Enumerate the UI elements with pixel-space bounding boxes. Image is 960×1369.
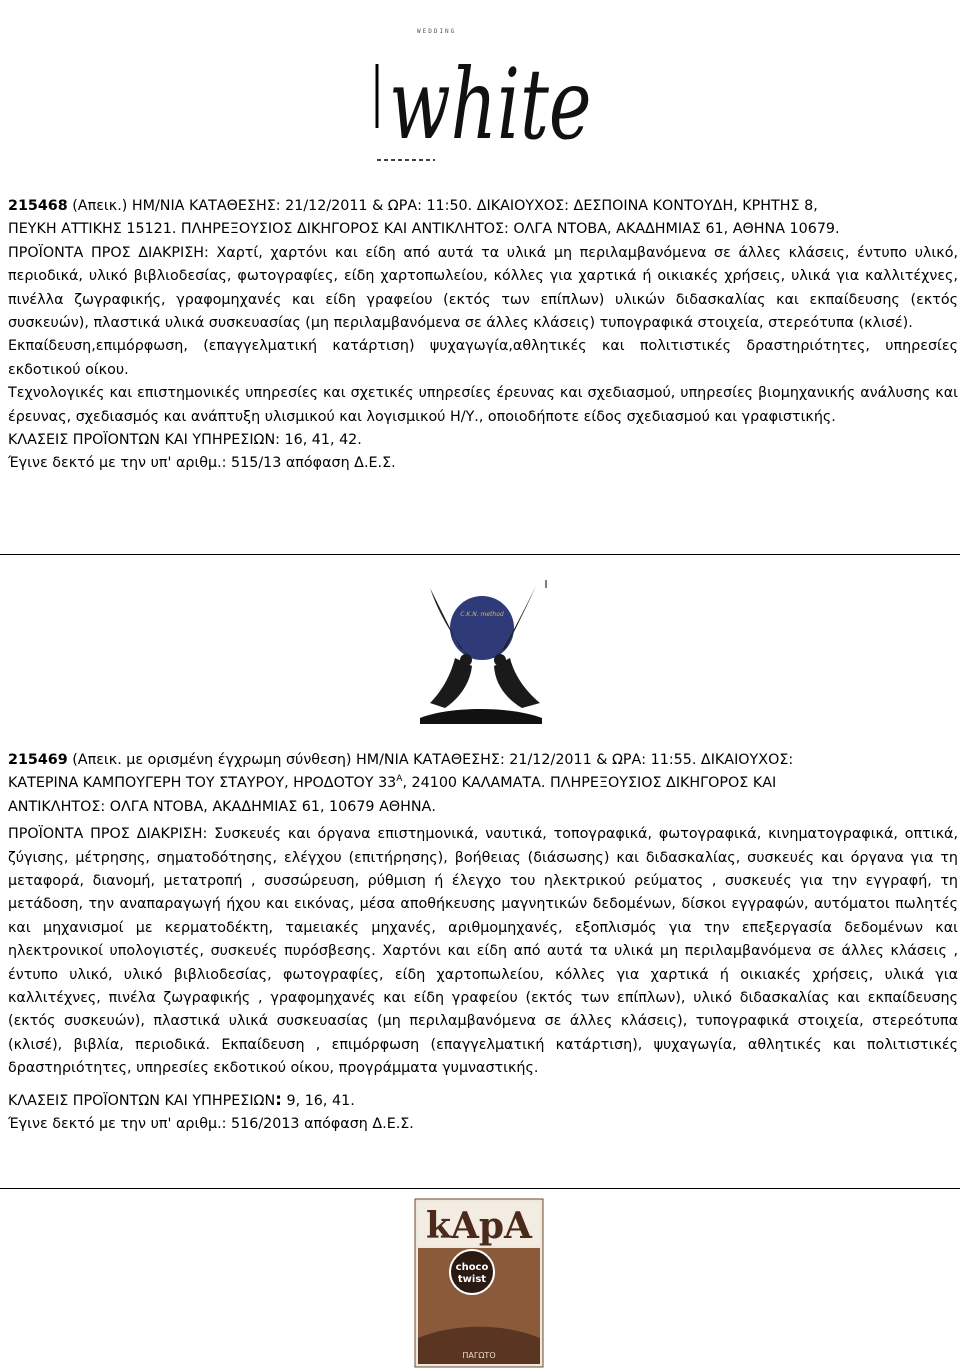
logo-twist-text: twist xyxy=(457,1274,487,1285)
entry2-products: ΠΡΟΪΟΝΤΑ ΠΡΟΣ ΔΙΑΚΡΙΣΗ: Συσκευές και όργανα επιστημονικά, ναυτικά, τοπογραφικά, φωτογραφικά, κινηματογραφικά, οπτικά, ζύγισης, μέτρησης, σηματοδότησης, ελέγχου (επιτήρησης), βοήθειας (διάσωσης) και διδασκαλίας, συσκευές και όργανα για τη μεταφορά, διανομή, μετατροπή , συσσώρευση, ρύθμιση ή έλεγχο του ηλεκτρικού ρεύματος , συσκευές για την εγγραφή, τη μετάδοση, την αναπαραγωγή ήχου και εικόνας, μέσα αποθήκευσης μαγνητικών δεδομένων, δίσκοι εγγραφών, αυτόματοι πωλητές και μηχανισμοί με κερματοδέκτη, ταμειακές μηχανές, αριθμομηχανές, εξοπλισμός για την επεξεργασία δεδομένων και ηλεκτρονικοί υπολογιστές, συσκευές πυρόσβεσης. Χαρτόνι και είδη από αυτά τα υλικά μη περιλαμβανόμενα σε άλλες κλάσεις , έντυπο υλικό, υλικό βιβλιοδεσίας, φωτογραφίες, είδη χαρτοπωλείου, κόλλες για χαρτικά ή οικιακές χρήσεις, υλικά για καλλιτέχνες, πινέλα ζωγραφικής , γραφομηχανές και είδη γραφείου (εκτός των επίπλων), υλικό διδασκαλίας και εκπαίδευσης (εκτός συσκευών), πλαστικά υλικά συσκευασίας (μη περιλαμβανόμενα σε άλλες κλάσεις), τυπογραφικά στοιχεία, στερεότυπα (κλισέ), βιβλία, περιοδικά. Εκπαίδευση , επιμόρφωση (επαγγελματική κατάρτιση), ψυχαγωγία, αθλητικές και πολιτιστικές δραστηριότητες, υπηρεσίες εκδοτικού οίκου, προγράμματα γυμναστικής. xyxy=(8,826,958,1077)
entry1-header-line2: ΠΕΥΚΗ ΑΤΤΙΚΗΣ 15121. ΠΛΗΡΕΞΟΥΣΙΟΣ ΔΙΚΗΓΟΡΟΣ ΚΑΙ ΑΝΤΙΚΛΗΤΟΣ: ΟΛΓΑ ΝΤΟΒΑ, ΑΚΑΔΗΜΙΑΣ 61, ΑΘΗΝΑ 10679. xyxy=(8,221,840,238)
entry2-header-line2: ΚΑΤΕΡΙΝΑ ΚΑΜΠΟΥΓΕΡΗ ΤΟΥ ΣΤΑΥΡΟΥ, ΗΡΟΔΟΤΟΥ $33^A$, 24100 ΚΑΛΑΜΑΤΑ. ΠΛΗΡΕΞΟΥΣΙΟΣ ΔΙΚΗΓΟΡΟΣ ΚΑΙ xyxy=(8,774,777,792)
separator-rule-1 xyxy=(0,554,960,555)
logo-kapa-text: kApA xyxy=(426,1205,532,1247)
entry1-accepted: Έγινε δεκτό με την υπ' αριθμ.: 515/13 απόφαση Δ.Ε.Σ. xyxy=(8,455,396,472)
entry2-number: 215469 xyxy=(8,752,68,768)
separator-rule-2 xyxy=(0,1188,960,1189)
entry2-accepted: Έγινε δεκτό με την υπ' αριθμ.: 516/2013 απόφαση Δ.Ε.Σ. xyxy=(8,1116,414,1133)
logo-choco-text: choco xyxy=(455,1262,489,1273)
logo-footer-text: ΠΑΓΩΤΟ xyxy=(462,1351,496,1360)
entry1-classes: ΚΛΑΣΕΙΣ ΠΡΟΪΟΝΤΩΝ ΚΑΙ ΥΠΗΡΕΣΙΩΝ: 16, 41, 42. xyxy=(8,432,362,449)
entry1-products: ΠΡΟΪΟΝΤΑ ΠΡΟΣ ΔΙΑΚΡΙΣΗ: Χαρτί, χαρτόνι και είδη από αυτά τα υλικά μη περιλαμβανόμενα σε άλλες κλάσεις, έντυπο υλικό, περιοδικά, υλικό βιβλιοδεσίας, φωτογραφίες, είδη χαρτοπωλείου, κόλλες για χαρτικά ή οικιακές χρήσεις, υλικά για καλλιτέχνες, πινέλλα ζωγραφικής, γραφομηχανές και είδη γραφείου (εκτός των επίπλων) υλικών διδασκαλίας και εκπαίδευσης (εκτός συσκευών), πλαστικά υλικά συσκευασίας (μη περιλαμβανόμενα σε άλλες κλάσεις) τυπογραφικά στοιχεία, στερεότυπα (κλισέ). xyxy=(8,244,958,332)
ckn-method-logo xyxy=(410,578,550,728)
entry-215468 xyxy=(8,195,958,476)
logo-wedding-text: WEDDING xyxy=(417,28,457,35)
entry2-header-line3: ΑΝΤΙΚΛΗΤΟΣ: ΟΛΓΑ ΝΤΟΒΑ, ΑΚΑΔΗΜΙΑΣ 61, 10679 ΑΘΗΝΑ. xyxy=(8,798,436,815)
entry-215469 xyxy=(8,749,958,1137)
logo-badge-text: C.K.N. method xyxy=(460,611,504,618)
entry1-header-line1: 215468 (Απεικ.) ΗΜ/ΝΙΑ ΚΑΤΑΘΕΣΗΣ: 21/12/2011 & ΩΡΑ: 11:50. ΔΙΚΑΙΟΥΧΟΣ: ΔΕΣΠΟΙΝΑ ΚΟΝΤΟΥΔΗ, ΚΡΗΤΗΣ 8, xyxy=(8,198,818,214)
entry1-number: 215468 xyxy=(8,198,68,214)
entry1-services-technology: Τεχνολογικές και επιστημονικές υπηρεσίες και σχετικές υπηρεσίες έρευνας και σχεδιασμού, υπηρεσίες βιομηχανικής ανάλυσης και έρευνας, σχεδιασμός και ανάπτυξη υλισμικού και λογισμικού Η/Υ., οποιοδήποτε είδος σχεδιασμού και γραφιστικής. xyxy=(8,385,958,425)
logo-white-text: white xyxy=(389,49,592,162)
entry2-classes: ΚΛΑΣΕΙΣ ΠΡΟΪΟΝΤΩΝ ΚΑΙ ΥΠΗΡΕΣΙΩΝ: 9, 16, 41. xyxy=(8,1089,355,1110)
kapa-choco-twist-logo xyxy=(414,1198,544,1368)
entry1-services-education: Εκπαίδευση,επιμόρφωση, (επαγγελματική κατάρτιση) ψυχαγωγία,αθλητικές και πολιτιστικές δραστηριότητες, υπηρεσίες εκδοτικού οίκου. xyxy=(8,338,958,378)
wedding-white-logo xyxy=(375,8,592,168)
entry2-header-line1: 215469 (Απεικ. με ορισμένη έγχρωμη σύνθεση) ΗΜ/ΝΙΑ ΚΑΤΑΘΕΣΗΣ: 21/12/2011 & ΩΡΑ: 11:55. ΔΙΚΑΙΟΥΧΟΣ: xyxy=(8,752,794,768)
